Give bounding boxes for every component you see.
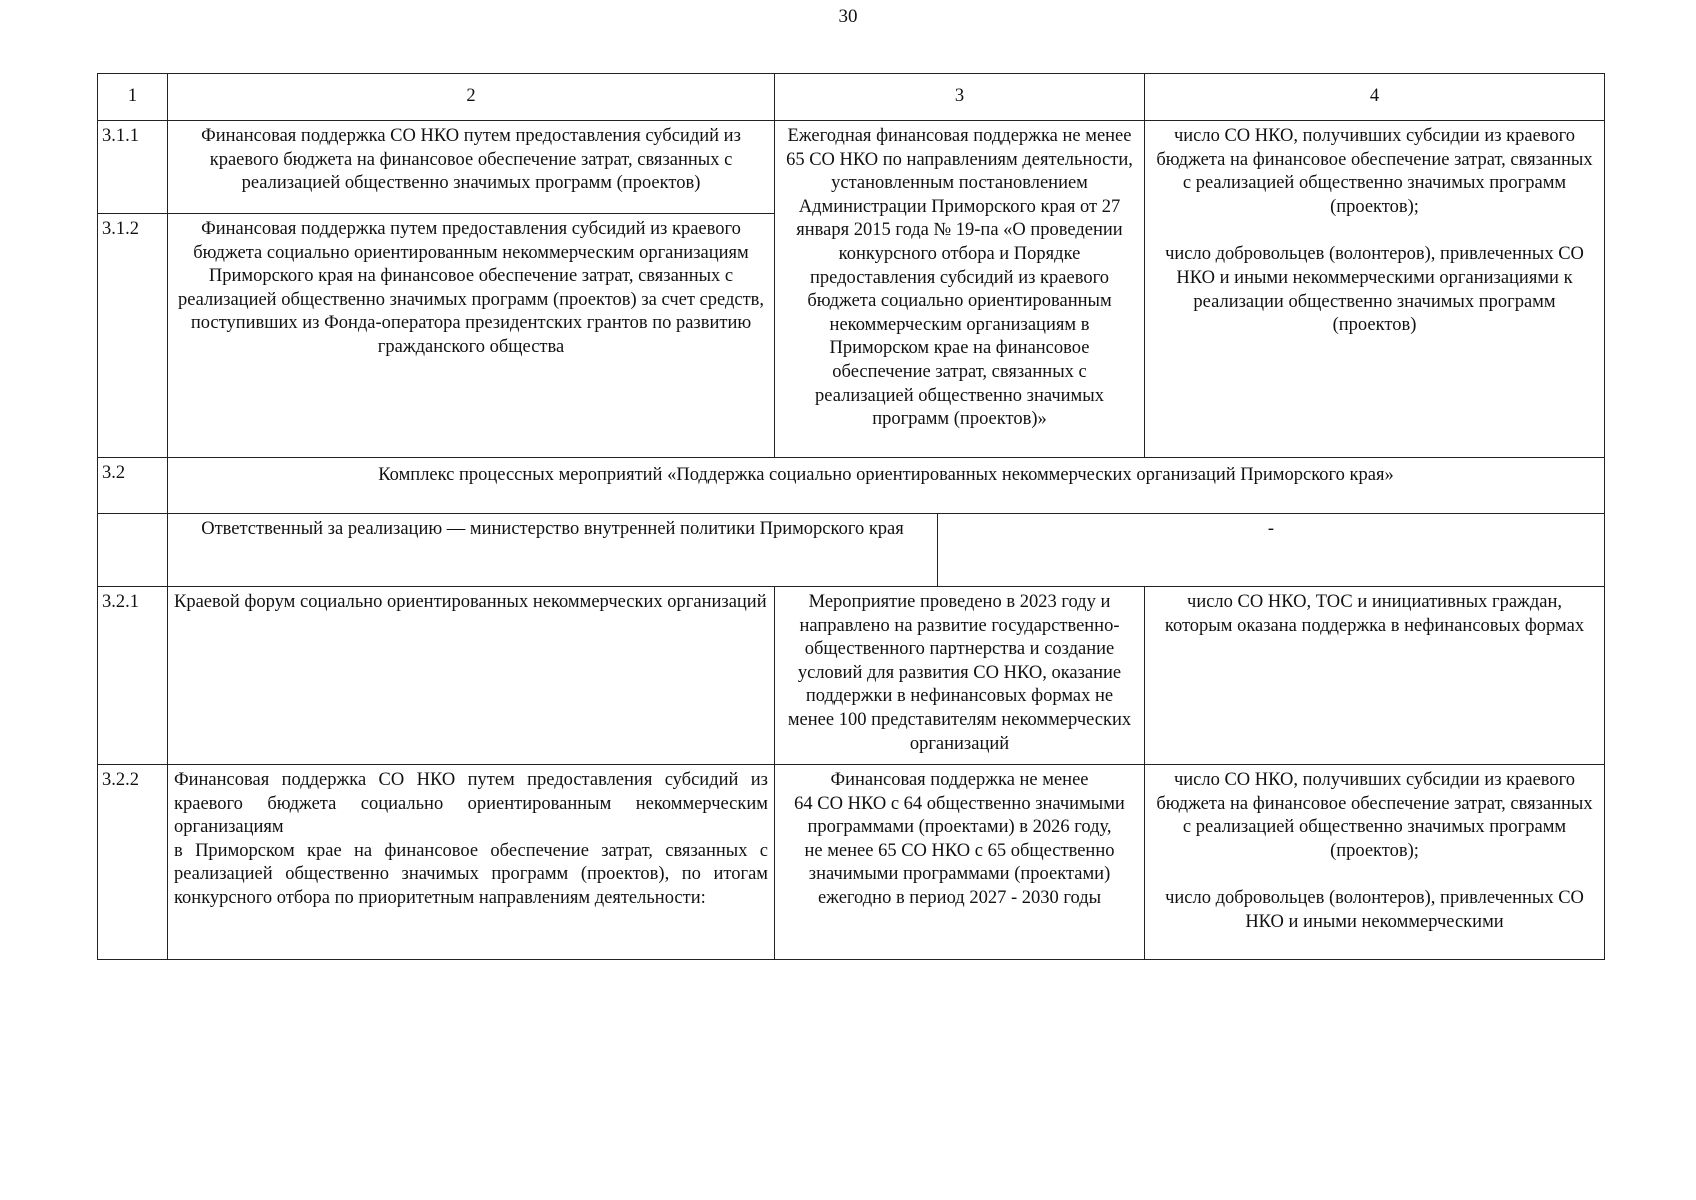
measure-indicators	[1145, 765, 1605, 960]
page-number: 30	[838, 6, 858, 27]
measure-result: Мероприятие проведено в 2023 году и направлено на развитие государственно-общественного партнерства и создание условий для развития СО НКО, оказание поддержки в нефинансовых формах не менее 100 представителям некоммерческих организаций	[775, 587, 1145, 765]
measure-name: Краевой форум социально ориентированных некоммерческих организаций	[168, 587, 775, 765]
row-number-empty	[98, 514, 168, 587]
indicator-gap	[1151, 219, 1598, 243]
header-col-4: 4	[1145, 74, 1605, 121]
row-number: 3.2.1	[98, 587, 168, 765]
table-row	[98, 458, 1605, 514]
row-number: 3.2.2	[98, 765, 168, 960]
header-col-3: 3	[775, 74, 1145, 121]
table-row	[98, 121, 1605, 214]
measure-name-part: Финансовая поддержка СО НКО путем предоставления субсидий из краевого бюджета социально ориентированным некоммерческим организациям	[174, 770, 768, 838]
table-row	[98, 765, 1605, 960]
header-col-2: 2	[168, 74, 775, 121]
indicator-text: число добровольцев (волонтеров), привлеченных СО НКО и иными некоммерческими	[1165, 888, 1584, 932]
indicator-text: число СО НКО, получивших субсидии из краевого бюджета на финансовое обеспечение затрат, связанных с реализацией общественно значимых программ (проектов);	[1156, 770, 1593, 861]
measure-indicators: число СО НКО, ТОС и инициативных граждан, которым оказана поддержка в нефинансовых формах	[1145, 587, 1605, 765]
row-number: 3.1.2	[98, 214, 168, 458]
responsible-row	[168, 514, 1605, 587]
table-row	[98, 587, 1605, 765]
responsible-wrap	[168, 514, 1604, 586]
measure-name-part: в Приморском крае на финансовое обеспечение затрат, связанных с реализацией общественно значимых программ (проектов), по итогам конкурсного отбора по приоритетным направлениям деятельности:	[174, 840, 768, 908]
measure-name: Финансовая поддержка СО НКО путем предоставления субсидий из краевого бюджета на финансовое обеспечение затрат, связанных с реализацией общественно значимых программ (проектов)	[168, 121, 775, 214]
indicator-text: число СО НКО, получивших субсидии из краевого бюджета на финансовое обеспечение затрат, связанных с реализацией общественно значимых программ (проектов);	[1156, 126, 1593, 217]
measure-indicators	[1145, 121, 1605, 458]
table-header-row	[98, 74, 1605, 121]
indicator-gap	[1151, 863, 1598, 887]
complex-title: Комплекс процессных мероприятий «Поддержка социально ориентированных некоммерческих организаций Приморского края»	[168, 458, 1605, 514]
row-number: 3.1.1	[98, 121, 168, 214]
indicator-text: число добровольцев (волонтеров), привлеченных СО НКО и иными некоммерческими организациями к реализации общественно значимых программ (проектов)	[1165, 244, 1584, 336]
program-measures-table	[97, 73, 1605, 960]
row-number: 3.2	[98, 458, 168, 514]
measure-result: Ежегодная финансовая поддержка не менее 65 СО НКО по направлениям деятельности, установленным постановлением Администрации Приморского края от 27 января 2015 года № 19-па «О проведении конкурсного отбора и Порядке предоставления субсидий из краевого бюджета социально ориентированным некоммерческим организациям в Приморском крае на финансовое обеспечение затрат, связанных с реализацией общественно значимых программ (проектов)»	[775, 121, 1145, 458]
table-row	[98, 514, 1605, 587]
measure-result: Финансовая поддержка не менее 64 СО НКО с 64 общественно значимыми программами (проектами) в 2026 году, не менее 65 СО НКО с 65 общественно значимыми программами (проектами) ежегодно в период 2027 - 2030 годы	[775, 765, 1145, 960]
measure-name	[168, 765, 775, 960]
responsible-text: Ответственный за реализацию — министерство внутренней политики Приморского края	[168, 514, 938, 586]
measure-name: Финансовая поддержка путем предоставления субсидий из краевого бюджета социально ориентированным некоммерческим организациям Приморского края на финансовое обеспечение затрат, связанных с реализацией общественно значимых программ (проектов) за счет средств, поступивших из Фонда-оператора президентских грантов по развитию гражданского общества	[168, 214, 775, 458]
responsible-right: -	[1267, 519, 1275, 539]
header-col-1: 1	[98, 74, 168, 121]
